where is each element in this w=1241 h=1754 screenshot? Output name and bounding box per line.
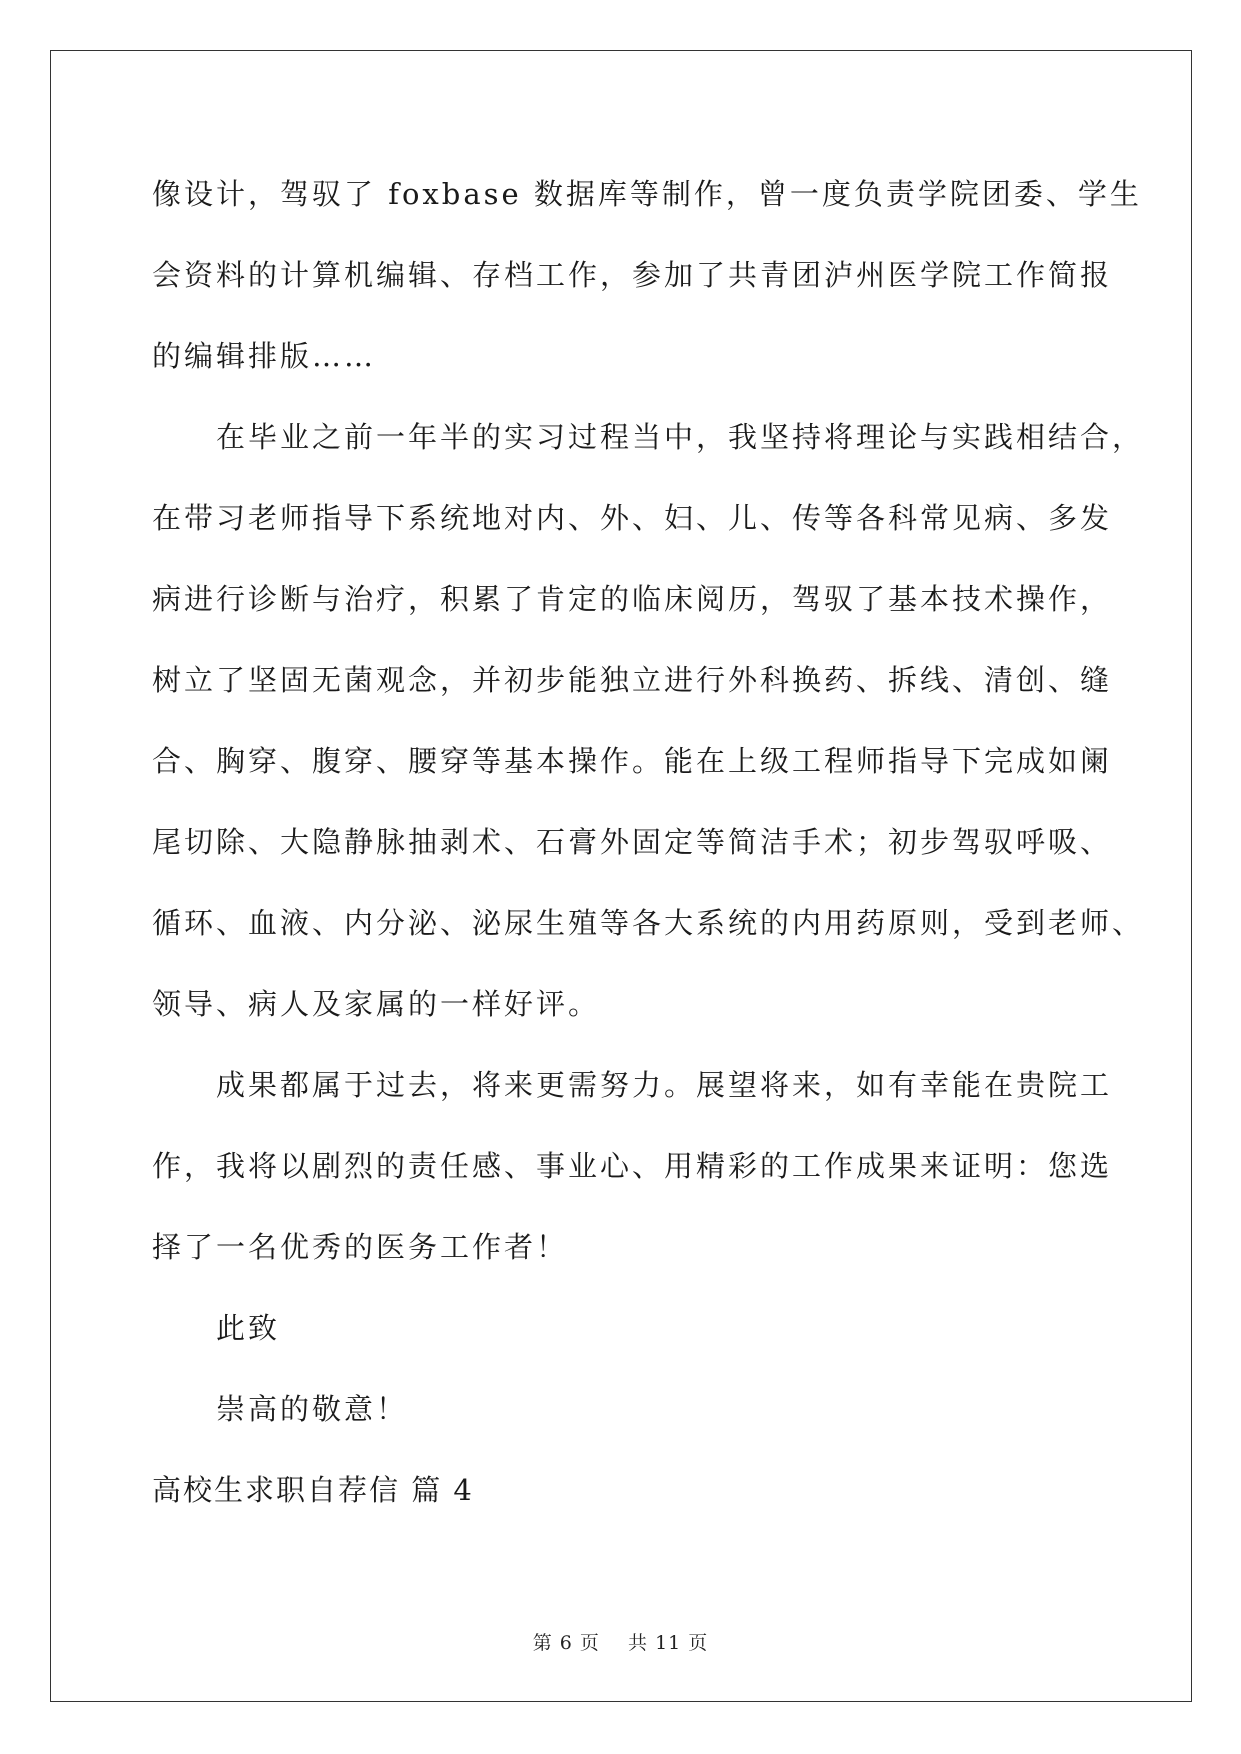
section-heading: 高校生求职自荐信 篇 4: [152, 1473, 474, 1507]
text-line: 在带习老师指导下系统地对内、外、妇、儿、传等各科常见病、多发: [152, 501, 1113, 535]
paragraph-start-line: 成果都属于过去，将来更需努力。展望将来，如有幸能在贵院工: [216, 1068, 1113, 1102]
paragraph-start-line: 在毕业之前一年半的实习过程当中，我坚持将理论与实践相结合，: [216, 420, 1145, 454]
text-line: 会资料的计算机编辑、存档工作，参加了共青团泸州医学院工作简报: [152, 258, 1113, 292]
text-line: 择了一名优秀的医务工作者！: [152, 1230, 569, 1264]
text-line: 尾切除、大隐静脉抽剥术、石膏外固定等简洁手术；初步驾驭呼吸、: [152, 825, 1113, 859]
text-line: 像设计，驾驭了 foxbase 数据库等制作，曾一度负责学院团委、学生: [152, 177, 1142, 211]
text-line: 作，我将以剧烈的责任感、事业心、用精彩的工作成果来证明：您选: [152, 1149, 1113, 1183]
text-line: 合、胸穿、腹穿、腰穿等基本操作。能在上级工程师指导下完成如阑: [152, 744, 1113, 778]
text-line: 循环、血液、内分泌、泌尿生殖等各大系统的内用药原则，受到老师、: [152, 906, 1145, 940]
text-line: 的编辑排版……: [152, 339, 377, 373]
text-line: 领导、病人及家属的一样好评。: [152, 987, 601, 1021]
closing-salutation: 此致: [216, 1311, 281, 1345]
text-line: 病进行诊断与治疗，积累了肯定的临床阅历，驾驭了基本技术操作，: [152, 582, 1113, 616]
page-footer: [0, 1628, 1241, 1655]
document-body: [152, 165, 1145, 1542]
page-number-label: 第 6 页 共 11 页: [532, 1632, 709, 1654]
closing-regards: 崇高的敬意！: [216, 1392, 409, 1426]
text-line: 树立了坚固无菌观念，并初步能独立进行外科换药、拆线、清创、缝: [152, 663, 1113, 697]
